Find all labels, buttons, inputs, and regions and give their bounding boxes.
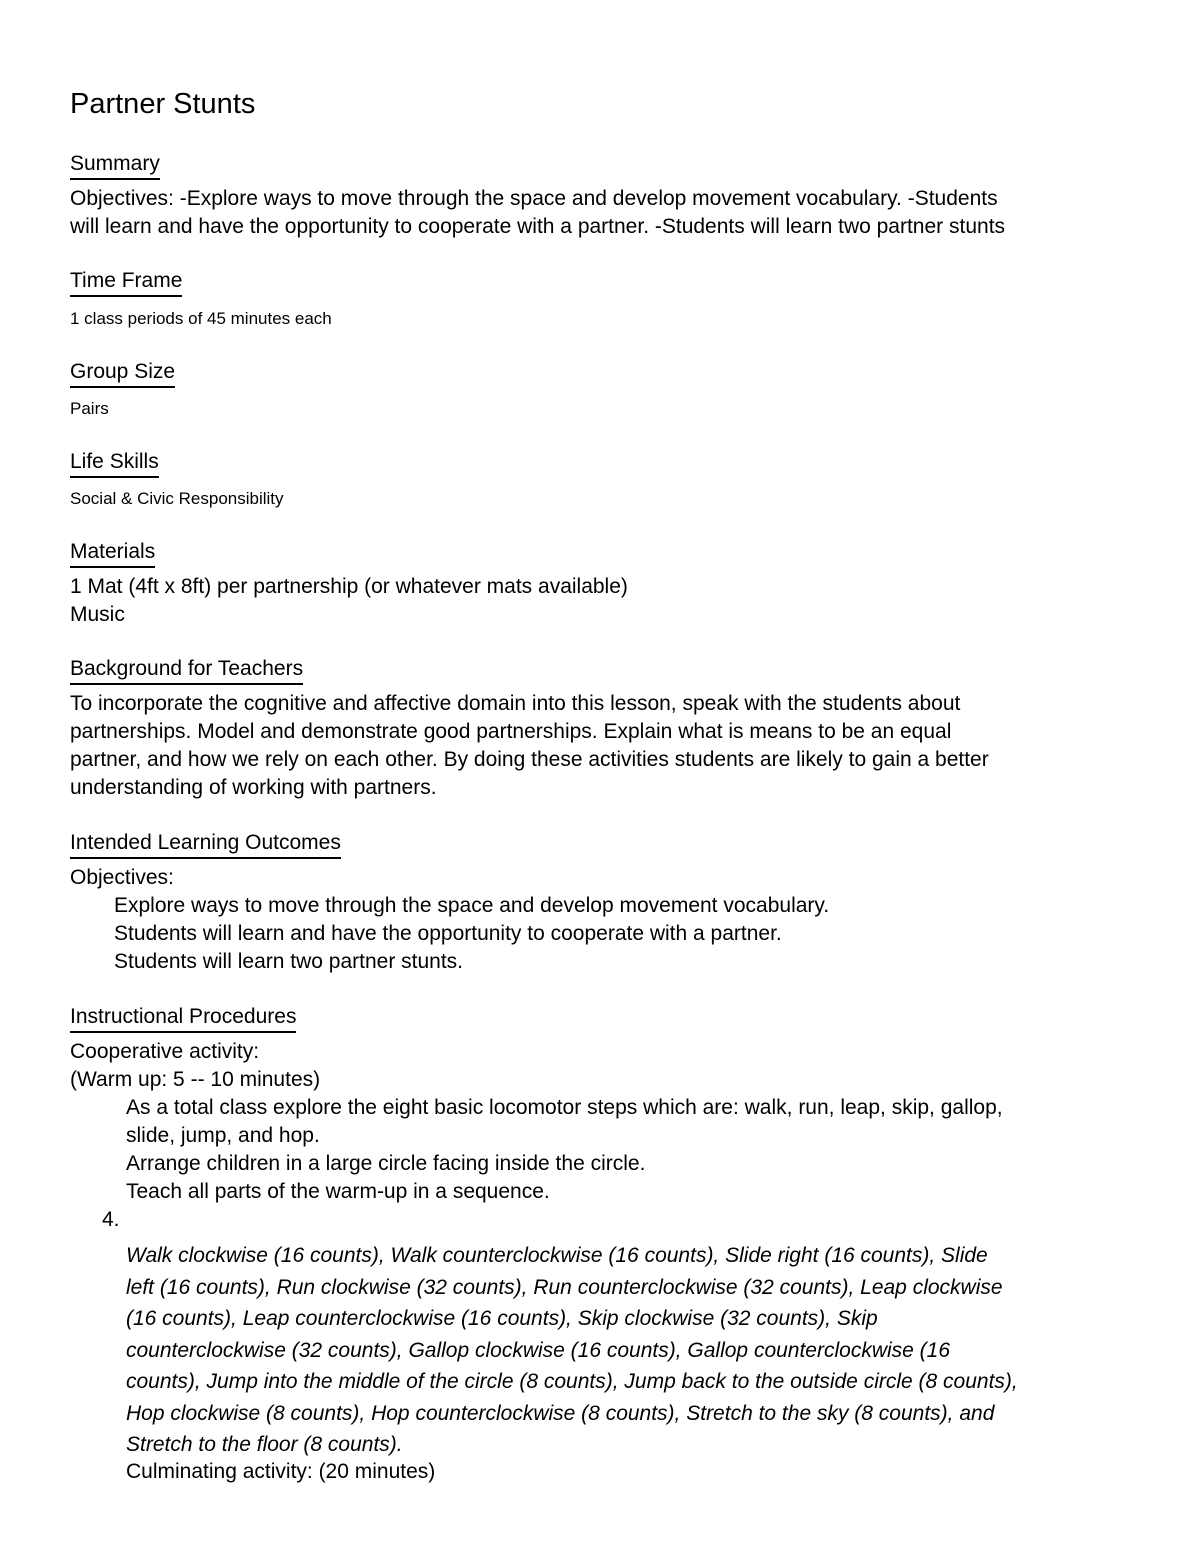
warmup-line: (16 counts), Leap counterclockwise (16 counts), Skip clockwise (32 counts), Skip [126,1307,878,1330]
outcome-item: Students will learn two partner stunts. [114,950,464,973]
procedure-step: Teach all parts of the warm-up in a sequence. [126,1180,550,1203]
warmup-line: counterclockwise (32 counts), Gallop clockwise (16 counts), Gallop counterclockwise (16 [126,1338,951,1362]
materials-text [70,573,628,629]
summary-text [70,185,1005,241]
outcome-item: Explore ways to move through the space and develop movement vocabulary. [114,894,830,917]
background-line: partnerships. Model and demonstrate good partnerships. Explain what is means to be an equal [70,720,952,743]
materials-line: Music [70,603,125,626]
warmup-sequence [70,1240,1018,1461]
warmup-line: counts), Jump into the middle of the circle (8 counts), Jump back to the outside circle (8 counts), [126,1370,1018,1393]
summary-line: Objectives: -Explore ways to move through the space and develop movement vocabulary. -Students [70,187,998,210]
background-line: partner, and how we rely on each other. By doing these activities students are likely to gain a better [70,748,989,771]
background-heading: Background for Teachers [70,656,303,685]
materials-heading: Materials [70,539,155,568]
summary-line: will learn and have the opportunity to cooperate with a partner. -Students will learn two partner stunts [70,215,1006,238]
materials-line: 1 Mat (4ft x 8ft) per partnership (or whatever mats available) [70,575,628,598]
page-title: Partner Stunts [70,88,256,120]
outcomes-text [70,864,829,976]
group-size-text: Pairs [70,399,109,418]
time-frame-heading: Time Frame [70,268,182,297]
group-size-heading: Group Size [70,359,175,388]
life-skills-text: Social & Civic Responsibility [70,489,284,508]
background-line: To incorporate the cognitive and affective domain into this lesson, speak with the students about [70,692,961,715]
background-text [70,690,989,802]
summary-heading: Summary [70,151,160,180]
warmup-line: left (16 counts), Run clockwise (32 counts), Run counterclockwise (32 counts), Leap clockwise [126,1275,1003,1299]
background-line: understanding of working with partners. [70,776,437,799]
culminating-activity [70,1458,435,1486]
warmup-line: Stretch to the floor (8 counts). [126,1433,403,1456]
outcome-item: Students will learn and have the opportunity to cooperate with a partner. [114,922,782,945]
procedures-heading: Instructional Procedures [70,1004,296,1033]
list-number: 4. [102,1208,120,1231]
procedures-intro: Cooperative activity: [70,1040,260,1063]
procedures-intro: (Warm up: 5 -- 10 minutes) [70,1068,321,1091]
outcomes-heading: Intended Learning Outcomes [70,830,341,859]
culminating-line: Culminating activity: (20 minutes) [126,1460,436,1483]
outcomes-intro: Objectives: [70,866,174,889]
time-frame-text: 1 class periods of 45 minutes each [70,309,332,328]
procedure-step: Arrange children in a large circle facing inside the circle. [126,1152,646,1175]
warmup-line: Hop clockwise (8 counts), Hop counterclockwise (8 counts), Stretch to the sky (8 counts), and [126,1401,995,1425]
warmup-line: Walk clockwise (16 counts), Walk counterclockwise (16 counts), Slide right (16 counts), Slide [126,1244,988,1267]
procedures-text [70,1038,1003,1234]
life-skills-heading: Life Skills [70,449,159,478]
procedure-step: As a total class explore the eight basic locomotor steps which are: walk, run, leap, skip, gallop, [126,1096,1003,1119]
procedure-step: slide, jump, and hop. [126,1124,320,1147]
